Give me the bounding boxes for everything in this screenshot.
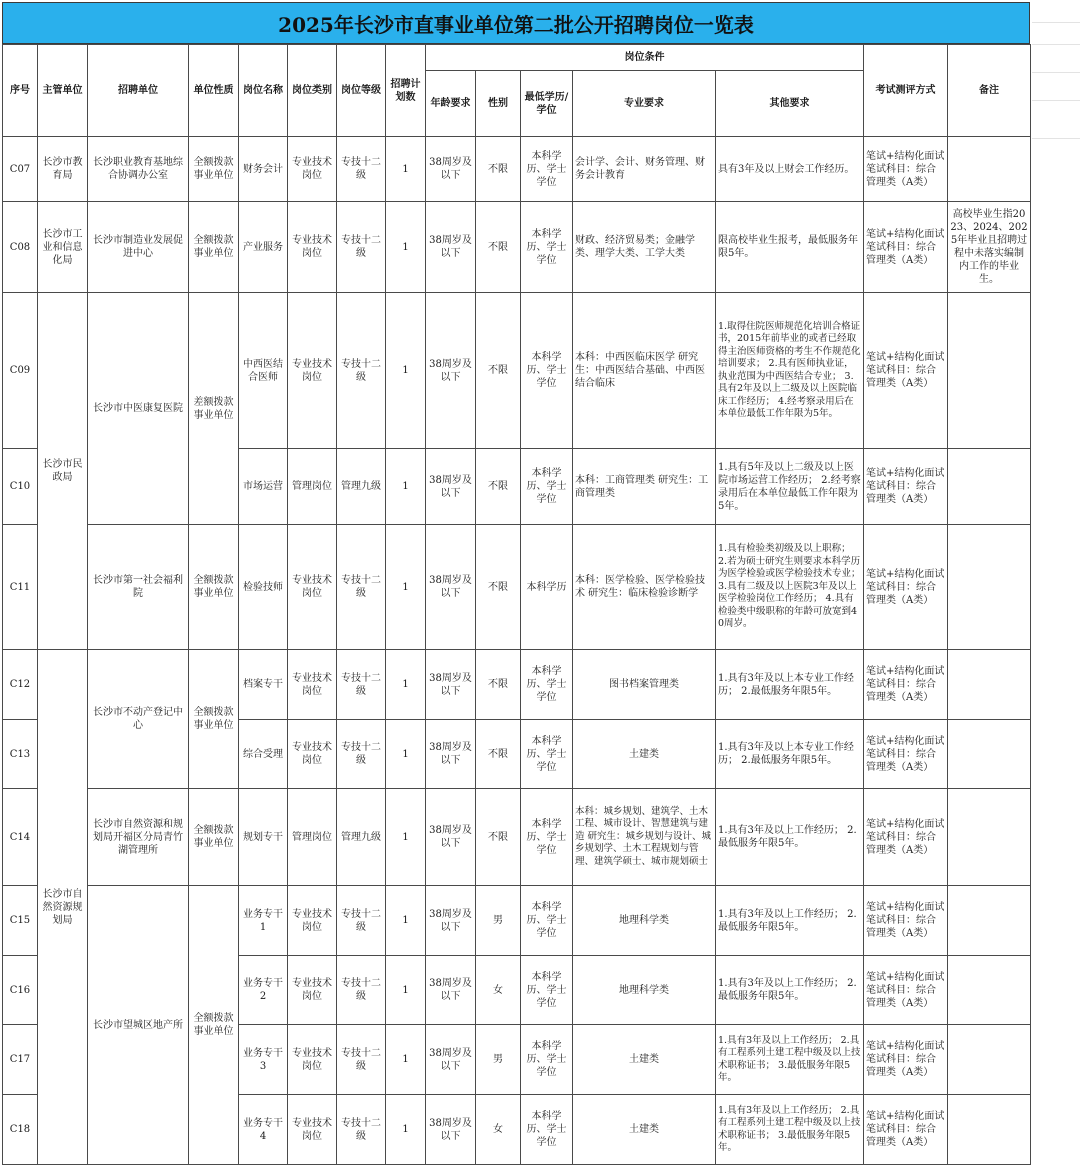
cell-remark bbox=[948, 1025, 1031, 1095]
page-title: 2025年长沙市直事业单位第二批公开招聘岗位一览表 bbox=[2, 2, 1030, 44]
cell-exam: 笔试+结构化面试 笔试科目：综合管理类（A类） bbox=[864, 525, 948, 650]
cell-gender: 不限 bbox=[476, 650, 521, 720]
cell-unit: 长沙市第一社会福利院 bbox=[88, 525, 189, 650]
cell-age: 38周岁及以下 bbox=[426, 293, 476, 449]
cell-post: 档案专干 bbox=[239, 650, 288, 720]
cell-nature: 全额拨款事业单位 bbox=[189, 789, 239, 886]
cell-seq: C08 bbox=[3, 202, 38, 293]
cell-exam: 笔试+结构化面试 笔试科目：综合管理类（A类） bbox=[864, 789, 948, 886]
cell-other: 具有3年及以上财会工作经历。 bbox=[716, 137, 864, 202]
cell-nature: 差额拨款事业单位 bbox=[189, 293, 239, 525]
cell-other: 1.具有3年及以上工作经历； 2.最低服务年限5年。 bbox=[716, 789, 864, 886]
cell-remark bbox=[948, 525, 1031, 650]
cell-seq: C10 bbox=[3, 449, 38, 525]
cell-remark bbox=[948, 956, 1031, 1025]
cell-major: 本科：中西医临床医学 研究生：中西医结合基础、中西医结合临床 bbox=[573, 293, 716, 449]
cell-level: 管理九级 bbox=[337, 789, 386, 886]
cell-exam: 笔试+结构化面试 笔试科目：综合管理类（A类） bbox=[864, 293, 948, 449]
cell-exam: 笔试+结构化面试 笔试科目：综合管理类（A类） bbox=[864, 1095, 948, 1165]
cell-age: 38周岁及以下 bbox=[426, 1025, 476, 1095]
cell-count: 1 bbox=[386, 293, 426, 449]
header-unit: 招聘单位 bbox=[88, 45, 189, 137]
header-other: 其他要求 bbox=[716, 71, 864, 137]
header-remark: 备注 bbox=[948, 45, 1031, 137]
cell-nature: 全额拨款事业单位 bbox=[189, 202, 239, 293]
cell-unit: 长沙市不动产登记中心 bbox=[88, 650, 189, 789]
cell-level: 专技十二级 bbox=[337, 137, 386, 202]
cell-count: 1 bbox=[386, 1025, 426, 1095]
cell-dept: 长沙市民政局 bbox=[38, 293, 88, 650]
cell-exam: 笔试+结构化面试 笔试科目：综合管理类（A类） bbox=[864, 720, 948, 789]
cell-count: 1 bbox=[386, 720, 426, 789]
cell-category: 专业技术岗位 bbox=[288, 956, 337, 1025]
cell-gender: 不限 bbox=[476, 449, 521, 525]
cell-level: 管理九级 bbox=[337, 449, 386, 525]
cell-count: 1 bbox=[386, 650, 426, 720]
cell-age: 38周岁及以下 bbox=[426, 137, 476, 202]
header-gender: 性别 bbox=[476, 71, 521, 137]
cell-gender: 不限 bbox=[476, 137, 521, 202]
cell-post: 市场运营 bbox=[239, 449, 288, 525]
cell-other: 1.具有3年及以上本专业工作经历； 2.最低服务年限5年。 bbox=[716, 650, 864, 720]
cell-major: 图书档案管理类 bbox=[573, 650, 716, 720]
cell-nature: 全额拨款事业单位 bbox=[189, 525, 239, 650]
cell-category: 专业技术岗位 bbox=[288, 525, 337, 650]
cell-remark bbox=[948, 293, 1031, 449]
cell-post: 业务专干1 bbox=[239, 886, 288, 956]
cell-age: 38周岁及以下 bbox=[426, 789, 476, 886]
cell-post: 综合受理 bbox=[239, 720, 288, 789]
cell-gender: 男 bbox=[476, 886, 521, 956]
cell-remark bbox=[948, 137, 1031, 202]
cell-gender: 不限 bbox=[476, 293, 521, 449]
cell-major: 土建类 bbox=[573, 1095, 716, 1165]
cell-other: 1.具有3年及以上本专业工作经历； 2.最低服务年限5年。 bbox=[716, 720, 864, 789]
cell-edu: 本科学历、学士学位 bbox=[521, 956, 573, 1025]
cell-count: 1 bbox=[386, 202, 426, 293]
cell-seq: C17 bbox=[3, 1025, 38, 1095]
header-edu: 最低学历/学位 bbox=[521, 71, 573, 137]
cell-major: 地理科学类 bbox=[573, 886, 716, 956]
cell-remark bbox=[948, 720, 1031, 789]
cell-unit: 长沙市自然资源和规划局开福区分局青竹湖管理所 bbox=[88, 789, 189, 886]
cell-major: 本科：医学检验、医学检验技术 研究生：临床检验诊断学 bbox=[573, 525, 716, 650]
table-row bbox=[3, 525, 1031, 650]
cell-level: 专技十二级 bbox=[337, 956, 386, 1025]
header-exam: 考试测评方式 bbox=[864, 45, 948, 137]
cell-edu: 本科学历、学士学位 bbox=[521, 650, 573, 720]
sheet-gridline bbox=[1032, 22, 1080, 23]
cell-nature: 全额拨款事业单位 bbox=[189, 886, 239, 1165]
cell-other: 限高校毕业生报考，最低服务年限5年。 bbox=[716, 202, 864, 293]
cell-nature: 全额拨款事业单位 bbox=[189, 137, 239, 202]
cell-post: 规划专干 bbox=[239, 789, 288, 886]
table-row bbox=[3, 789, 1031, 886]
cell-seq: C13 bbox=[3, 720, 38, 789]
cell-unit: 长沙市中医康复医院 bbox=[88, 293, 189, 525]
cell-edu: 本科学历、学士学位 bbox=[521, 720, 573, 789]
header-dept: 主管单位 bbox=[38, 45, 88, 137]
cell-seq: C16 bbox=[3, 956, 38, 1025]
cell-other: 1.具有3年及以上工作经历； 2.具有工程系列土建工程中级及以上技术职称证书； 3.最低服务年限5年。 bbox=[716, 1025, 864, 1095]
cell-category: 管理岗位 bbox=[288, 789, 337, 886]
cell-age: 38周岁及以下 bbox=[426, 202, 476, 293]
cell-gender: 男 bbox=[476, 1025, 521, 1095]
cell-count: 1 bbox=[386, 525, 426, 650]
cell-level: 专技十二级 bbox=[337, 202, 386, 293]
cell-dept: 长沙市自然资源规划局 bbox=[38, 650, 88, 1165]
cell-edu: 本科学历、学士学位 bbox=[521, 202, 573, 293]
cell-remark bbox=[948, 650, 1031, 720]
cell-level: 专技十二级 bbox=[337, 293, 386, 449]
cell-major: 会计学、会计、财务管理、财务会计教育 bbox=[573, 137, 716, 202]
cell-major: 土建类 bbox=[573, 720, 716, 789]
cell-age: 38周岁及以下 bbox=[426, 956, 476, 1025]
cell-other: 1.具有检验类初级及以上职称； 2.若为硕士研究生则要求本科学历为医学检验或医学检验技术专业； 3.具有二级及以上医院3年及以上医学检验岗位工作经历； 4.具有检验类中级职称的年龄可放宽到40周岁。 bbox=[716, 525, 864, 650]
cell-other: 1.具有5年及以上二级及以上医院市场运营工作经历； 2.经考察录用后在本单位最低工作年限为5年。 bbox=[716, 449, 864, 525]
cell-seq: C07 bbox=[3, 137, 38, 202]
header-age: 年龄要求 bbox=[426, 71, 476, 137]
cell-edu: 本科学历、学士学位 bbox=[521, 1025, 573, 1095]
cell-age: 38周岁及以下 bbox=[426, 449, 476, 525]
cell-exam: 笔试+结构化面试 笔试科目：综合管理类（A类） bbox=[864, 650, 948, 720]
cell-seq: C18 bbox=[3, 1095, 38, 1165]
table-row bbox=[3, 293, 1031, 449]
cell-category: 专业技术岗位 bbox=[288, 1025, 337, 1095]
cell-edu: 本科学历、学士学位 bbox=[521, 137, 573, 202]
cell-unit: 长沙职业教育基地综合协调办公室 bbox=[88, 137, 189, 202]
sheet-gridline bbox=[1032, 100, 1080, 101]
cell-exam: 笔试+结构化面试 笔试科目：综合管理类（A类） bbox=[864, 956, 948, 1025]
cell-level: 专技十二级 bbox=[337, 1025, 386, 1095]
cell-other: 1.取得住院医师规范化培训合格证书，2015年前毕业的或者已经取得主治医师资格的考生不作规范化培训要求； 2.具有医师执业证，执业范围为中西医结合专业； 3.具有2年及以上二级及以上医院临床工作经历； 4.经考察录用后在本单位最低工作年限为5年。 bbox=[716, 293, 864, 449]
cell-other: 1.具有3年及以上工作经历； 2.最低服务年限5年。 bbox=[716, 956, 864, 1025]
cell-exam: 笔试+结构化面试 笔试科目：综合管理类（A类） bbox=[864, 202, 948, 293]
cell-gender: 女 bbox=[476, 1095, 521, 1165]
cell-remark bbox=[948, 449, 1031, 525]
header-level: 岗位等级 bbox=[337, 45, 386, 137]
cell-dept: 长沙市教育局 bbox=[38, 137, 88, 202]
cell-major: 本科：城乡规划、建筑学、土木工程、城市设计、智慧建筑与建造 研究生：城乡规划与设计、城乡规划学、土木工程规划与管理、建筑学硕士、城市规划硕士 bbox=[573, 789, 716, 886]
cell-remark bbox=[948, 886, 1031, 956]
cell-count: 1 bbox=[386, 449, 426, 525]
cell-post: 业务专干4 bbox=[239, 1095, 288, 1165]
sheet-gridline bbox=[1032, 44, 1080, 45]
cell-gender: 女 bbox=[476, 956, 521, 1025]
table-row bbox=[3, 650, 1031, 720]
header-nature: 单位性质 bbox=[189, 45, 239, 137]
cell-seq: C14 bbox=[3, 789, 38, 886]
table-row bbox=[3, 886, 1031, 956]
cell-category: 管理岗位 bbox=[288, 449, 337, 525]
cell-dept: 长沙市工业和信息化局 bbox=[38, 202, 88, 293]
cell-post: 中西医结合医师 bbox=[239, 293, 288, 449]
cell-gender: 不限 bbox=[476, 525, 521, 650]
cell-seq: C12 bbox=[3, 650, 38, 720]
cell-major: 地理科学类 bbox=[573, 956, 716, 1025]
cell-edu: 本科学历、学士学位 bbox=[521, 1095, 573, 1165]
cell-seq: C11 bbox=[3, 525, 38, 650]
header-major: 专业要求 bbox=[573, 71, 716, 137]
cell-edu: 本科学历、学士学位 bbox=[521, 293, 573, 449]
cell-major: 本科：工商管理类 研究生：工商管理类 bbox=[573, 449, 716, 525]
cell-post: 产业服务 bbox=[239, 202, 288, 293]
cell-post: 检验技师 bbox=[239, 525, 288, 650]
cell-level: 专技十二级 bbox=[337, 525, 386, 650]
header-seq: 序号 bbox=[3, 45, 38, 137]
cell-unit: 长沙市制造业发展促进中心 bbox=[88, 202, 189, 293]
cell-seq: C09 bbox=[3, 293, 38, 449]
cell-edu: 本科学历、学士学位 bbox=[521, 449, 573, 525]
cell-gender: 不限 bbox=[476, 789, 521, 886]
cell-level: 专技十二级 bbox=[337, 650, 386, 720]
cell-exam: 笔试+结构化面试 笔试科目：综合管理类（A类） bbox=[864, 449, 948, 525]
cell-category: 专业技术岗位 bbox=[288, 202, 337, 293]
cell-age: 38周岁及以下 bbox=[426, 650, 476, 720]
cell-other: 1.具有3年及以上工作经历； 2.最低服务年限5年。 bbox=[716, 886, 864, 956]
header-count: 招聘计划数 bbox=[386, 45, 426, 137]
cell-major: 财政、经济贸易类；金融学类、理学大类、工学大类 bbox=[573, 202, 716, 293]
cell-edu: 本科学历、学士学位 bbox=[521, 886, 573, 956]
cell-category: 专业技术岗位 bbox=[288, 293, 337, 449]
cell-age: 38周岁及以下 bbox=[426, 1095, 476, 1165]
cell-nature: 全额拨款事业单位 bbox=[189, 650, 239, 789]
header-conditions: 岗位条件 bbox=[426, 45, 864, 71]
cell-remark bbox=[948, 789, 1031, 886]
cell-level: 专技十二级 bbox=[337, 886, 386, 956]
table-row bbox=[3, 137, 1031, 202]
cell-unit: 长沙市望城区地产所 bbox=[88, 886, 189, 1165]
header-category: 岗位类别 bbox=[288, 45, 337, 137]
cell-major: 土建类 bbox=[573, 1025, 716, 1095]
cell-age: 38周岁及以下 bbox=[426, 720, 476, 789]
cell-exam: 笔试+结构化面试 笔试科目：综合管理类（A类） bbox=[864, 886, 948, 956]
cell-seq: C15 bbox=[3, 886, 38, 956]
cell-count: 1 bbox=[386, 789, 426, 886]
cell-count: 1 bbox=[386, 1095, 426, 1165]
cell-count: 1 bbox=[386, 137, 426, 202]
cell-age: 38周岁及以下 bbox=[426, 525, 476, 650]
cell-category: 专业技术岗位 bbox=[288, 650, 337, 720]
cell-level: 专技十二级 bbox=[337, 1095, 386, 1165]
cell-post: 业务专干2 bbox=[239, 956, 288, 1025]
header-post: 岗位名称 bbox=[239, 45, 288, 137]
cell-remark: 高校毕业生指2023、2024、2025年毕业且招聘过程中未落实编制内工作的毕业生。 bbox=[948, 202, 1031, 293]
cell-gender: 不限 bbox=[476, 720, 521, 789]
cell-other: 1.具有3年及以上工作经历； 2.具有工程系列土建工程中级及以上技术职称证书； 3.最低服务年限5年。 bbox=[716, 1095, 864, 1165]
cell-edu: 本科学历 bbox=[521, 525, 573, 650]
cell-remark bbox=[948, 1095, 1031, 1165]
cell-category: 专业技术岗位 bbox=[288, 1095, 337, 1165]
sheet-gridline bbox=[1032, 138, 1080, 139]
cell-gender: 不限 bbox=[476, 202, 521, 293]
recruitment-table bbox=[2, 44, 1031, 1165]
cell-level: 专技十二级 bbox=[337, 720, 386, 789]
cell-post: 财务会计 bbox=[239, 137, 288, 202]
cell-edu: 本科学历、学士学位 bbox=[521, 789, 573, 886]
table-row bbox=[3, 202, 1031, 293]
cell-exam: 笔试+结构化面试 笔试科目：综合管理类（A类） bbox=[864, 1025, 948, 1095]
cell-count: 1 bbox=[386, 956, 426, 1025]
cell-exam: 笔试+结构化面试 笔试科目：综合管理类（A类） bbox=[864, 137, 948, 202]
cell-age: 38周岁及以下 bbox=[426, 886, 476, 956]
cell-post: 业务专干3 bbox=[239, 1025, 288, 1095]
cell-category: 专业技术岗位 bbox=[288, 886, 337, 956]
cell-category: 专业技术岗位 bbox=[288, 720, 337, 789]
cell-count: 1 bbox=[386, 886, 426, 956]
sheet-gridline bbox=[1032, 72, 1080, 73]
cell-category: 专业技术岗位 bbox=[288, 137, 337, 202]
